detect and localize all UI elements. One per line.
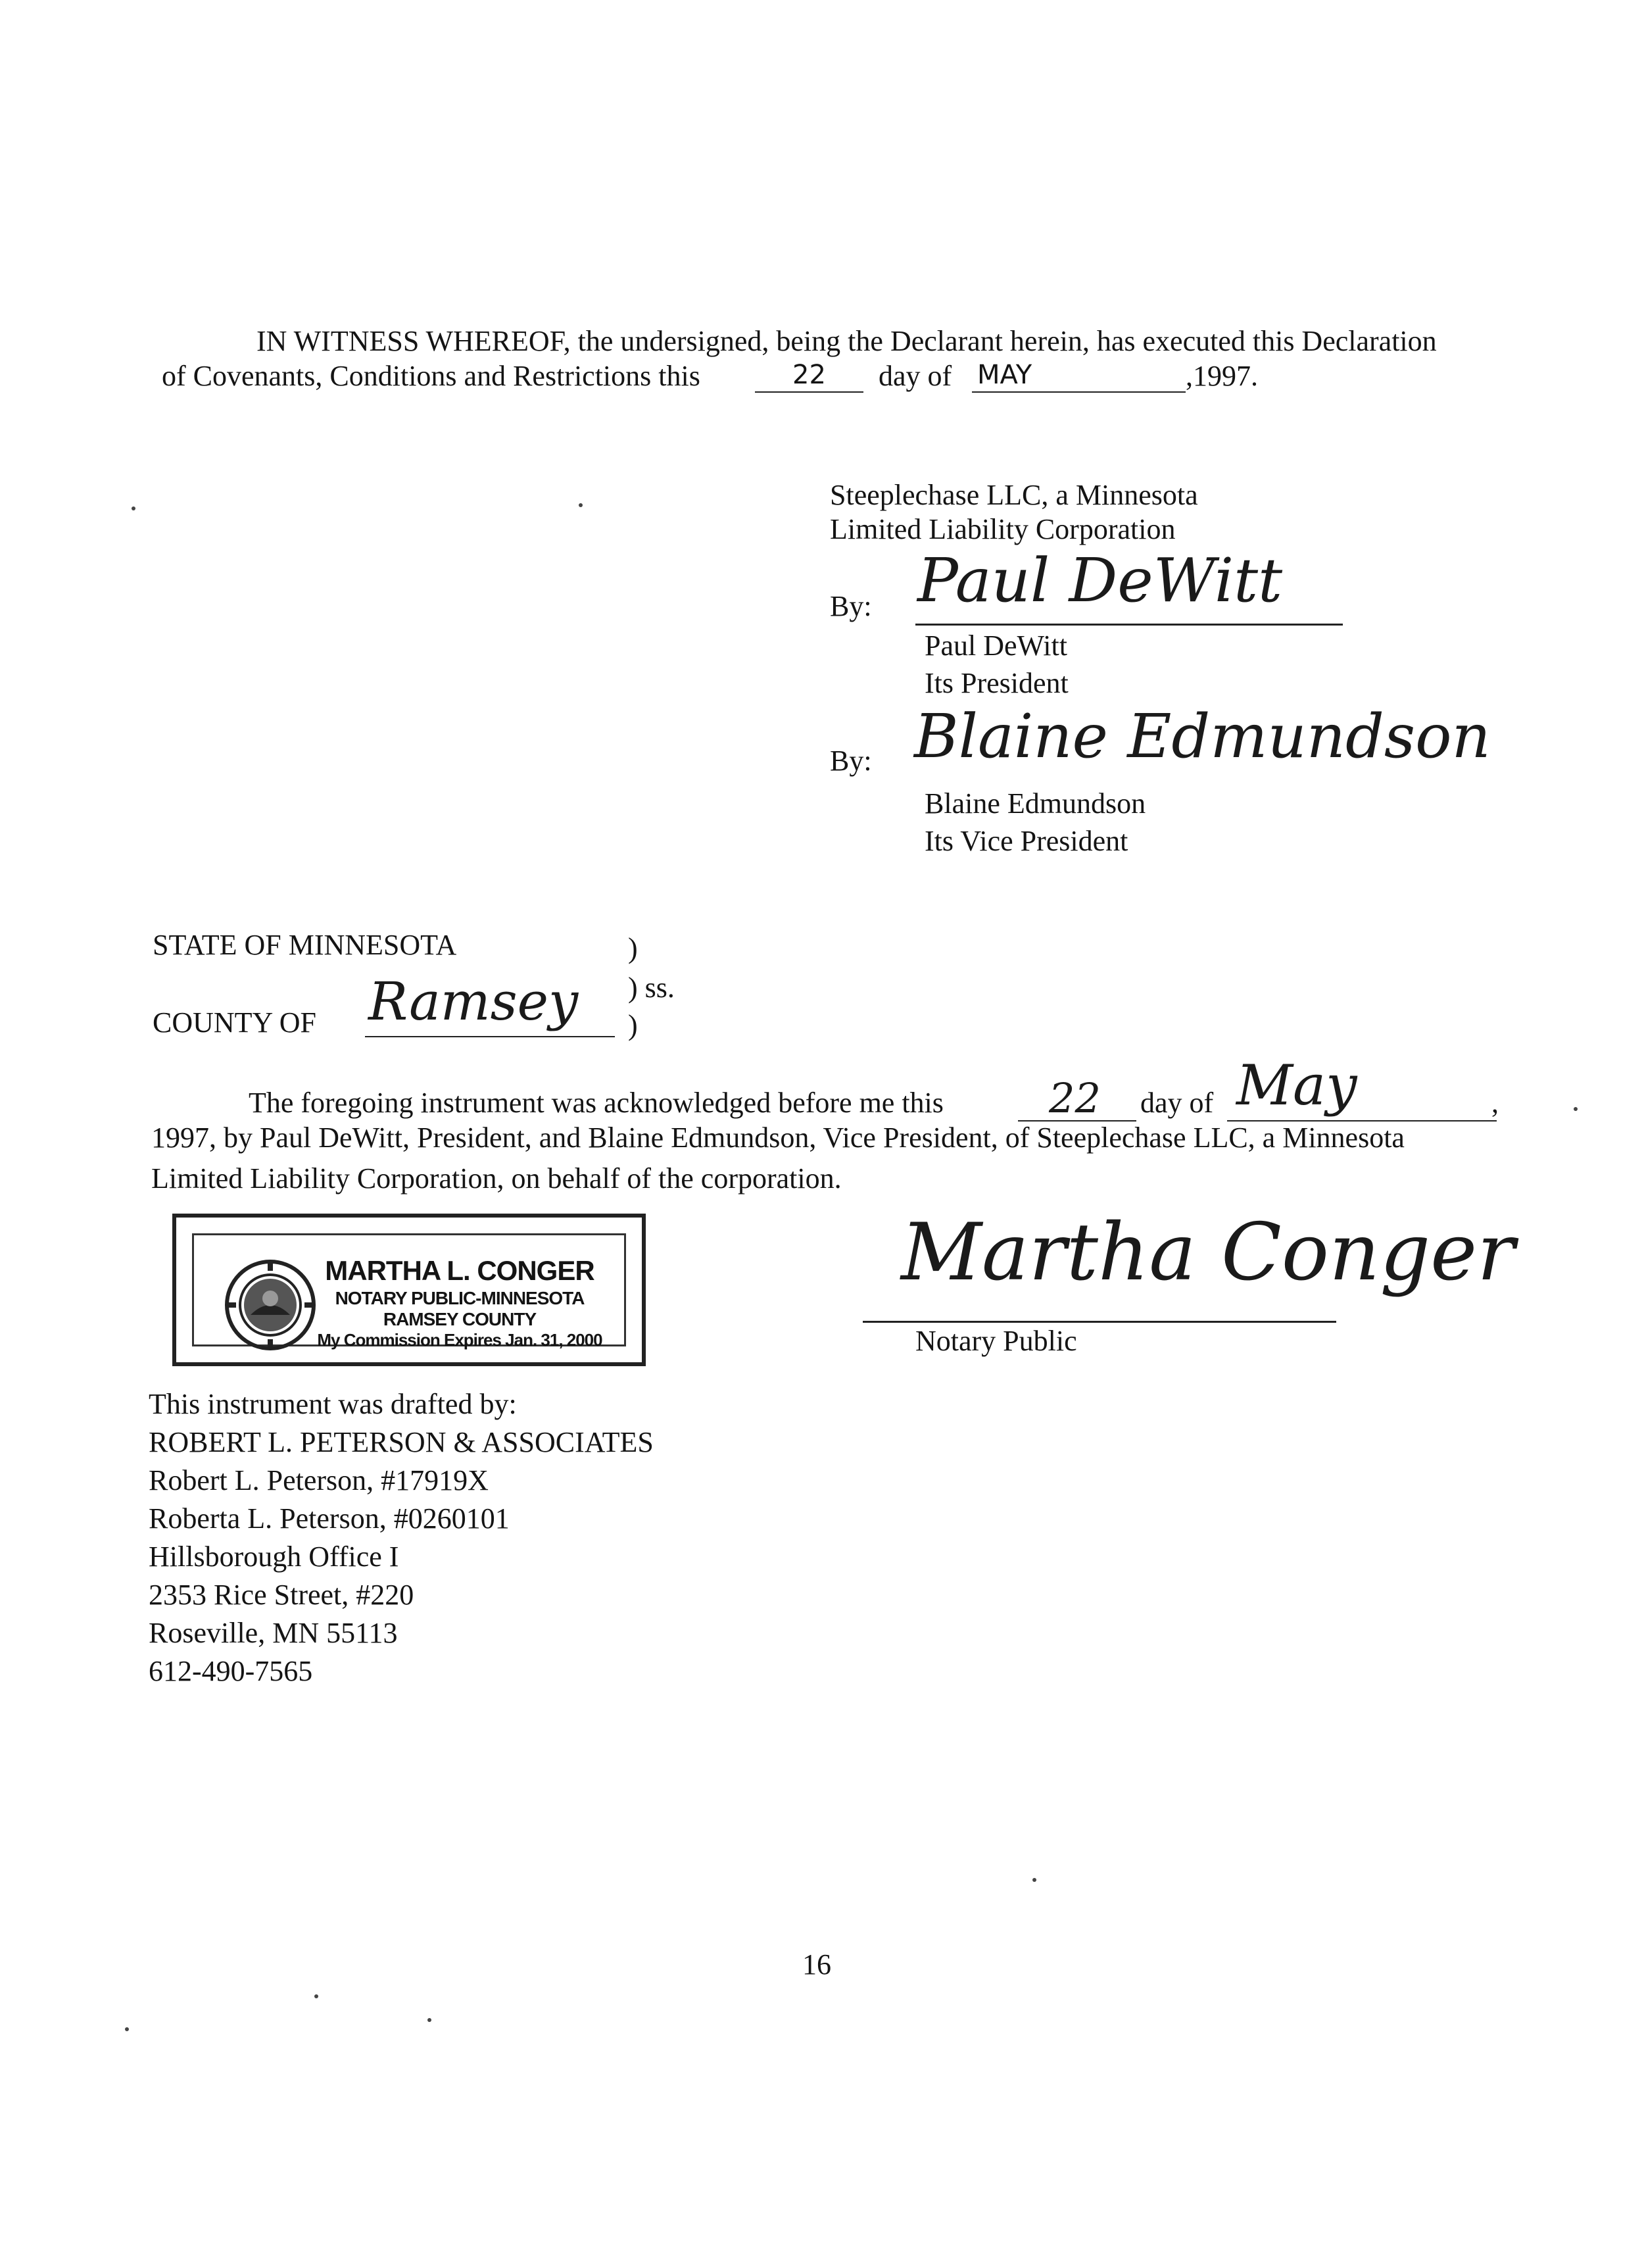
venue-county-label: COUNTY OF [153,1006,316,1039]
witness-line-2-dayof: day of [879,360,952,392]
by-label-1: By: [830,590,872,622]
ack-day-handwritten: 22 [1049,1074,1101,1122]
notary-signature-line [863,1321,1336,1323]
president-title: Its President [925,667,1069,699]
drafted-by-intro: This instrument was drafted by: [149,1388,517,1420]
scan-speck [314,1994,318,1998]
drafted-by-firm: ROBERT L. PETERSON & ASSOCIATES [149,1426,654,1458]
drafted-by-phone: 612-490-7565 [149,1655,313,1687]
venue-state: STATE OF MINNESOTA [153,929,457,961]
notary-stamp [172,1214,646,1366]
president-signature: Paul DeWitt [917,545,1283,616]
witness-day-field: 22 [755,358,863,393]
venue-county-handwritten: Ramsey [368,971,579,1032]
venue-ss: ) ss. [628,972,675,1004]
notary-stamp-title: NOTARY PUBLIC-MINNESOTA [335,1288,585,1308]
vice-president-signature: Blaine Edmundson [914,701,1491,772]
scan-speck [1574,1107,1578,1111]
scan-speck [125,2027,129,2031]
scan-speck [427,2018,431,2022]
company-line-2: Limited Liability Corporation [830,513,1176,545]
notary-stamp-expires: My Commission Expires Jan. 31, 2000 [317,1330,602,1350]
notary-public-label: Notary Public [915,1325,1077,1357]
vice-president-name: Blaine Edmundson [925,787,1146,820]
drafted-by-office: Hillsborough Office I [149,1541,399,1573]
notary-signature: Martha Conger [901,1207,1515,1298]
ack-line-3: Limited Liability Corporation, on behalf of the corporation. [151,1162,842,1195]
witness-line-1: IN WITNESS WHEREOF, the undersigned, being the Declarant herein, has executed this Declaration [256,325,1437,357]
venue-paren-top: ) [628,932,638,964]
by-label-2: By: [830,745,872,777]
scan-speck [132,506,135,510]
drafted-by-attorney-2: Roberta L. Peterson, #0260101 [149,1502,510,1535]
venue-county-line [365,1036,615,1037]
drafted-by-city: Roseville, MN 55113 [149,1617,398,1649]
scan-speck [1032,1878,1036,1882]
president-name: Paul DeWitt [925,629,1067,662]
ack-line-1-end: , [1491,1087,1499,1119]
notary-stamp-county: RAMSEY COUNTY [383,1309,537,1329]
drafted-by-attorney-1: Robert L. Peterson, #17919X [149,1464,489,1496]
ack-line-1-start: The foregoing instrument was acknowledged before me this [249,1087,944,1119]
notary-stamp-inner-border [192,1233,626,1350]
page-number: 16 [802,1948,831,1981]
vice-president-title: Its Vice President [925,825,1128,857]
ack-line-1-dayof: day of [1140,1087,1214,1119]
president-signature-line [915,624,1343,626]
witness-line-2-start: of Covenants, Conditions and Restrictions this [162,360,700,392]
ack-line-2: 1997, by Paul DeWitt, President, and Blaine Edmundson, Vice President, of Steeplechase LLC, a Minnesota [151,1122,1405,1154]
witness-month-field: MAY [972,358,1186,393]
scan-speck [579,503,583,507]
drafted-by-street: 2353 Rice Street, #220 [149,1579,414,1611]
witness-year: ,1997. [1186,360,1258,392]
company-line-1: Steeplechase LLC, a Minnesota [830,479,1198,511]
ack-month-handwritten: May [1236,1053,1357,1118]
venue-paren-bottom: ) [628,1009,638,1041]
notary-stamp-name: MARTHA L. CONGER [325,1255,594,1286]
